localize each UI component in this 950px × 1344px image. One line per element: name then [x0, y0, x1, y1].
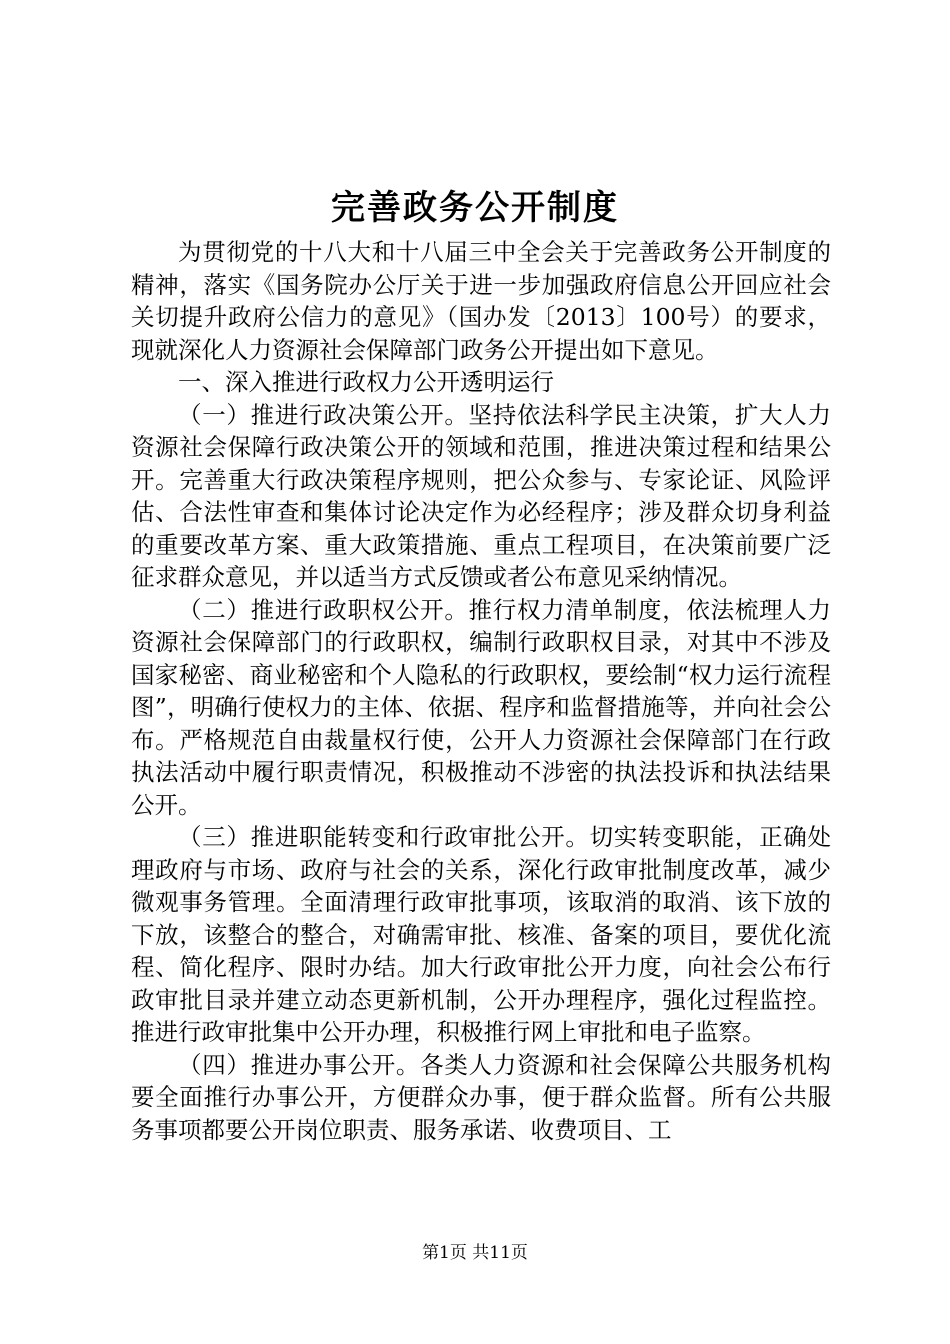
paragraph-item-2: （二）推进行政职权公开。推行权力清单制度，依法梳理人力资源社会保障部门的行政职权，编制行政职权目录，对其中不涉及国家秘密、商业秘密和个人隐私的行政职权，要绘制“权力运行流程图”，明确行使权力的主体、依据、程序和监督措施等，并向社会公布。严格规范自由裁量权行使，公开人力资源社会保障部门在行政执法活动中履行职责情况，积极推动不涉密的执法投诉和执法结果公开。 — [131, 595, 831, 819]
page-footer: 第1页 共11页 — [422, 1243, 528, 1263]
paragraph-item-3: （三）推进职能转变和行政审批公开。切实转变职能，正确处理政府与市场、政府与社会的关系，深化行政审批制度改革，减少微观事务管理。全面清理行政审批事项，该取消的取消、该下放的下放，该整合的整合，对确需审批、核准、备案的项目，要优化流程、简化程序、限时办结。加大行政审批公开力度，向社会公布行政审批目录并建立动态更新机制，公开办理程序，强化过程监控。推进行政审批集中公开办理，积极推行网上审批和电子监察。 — [131, 823, 831, 1046]
document-title: 完善政务公开制度 — [331, 188, 619, 228]
paragraph-item-1: （一）推进行政决策公开。坚持依法科学民主决策，扩大人力资源社会保障行政决策公开的领域和范围，推进决策过程和结果公开。完善重大行政决策程序规则，把公众参与、专家论证、风险评估、合法性审查和集体讨论决定作为必经程序；涉及群众切身利益的重要改革方案、重大政策措施、重点工程项目，在决策前要广泛征求群众意见，并以适当方式反馈或者公布意见采纳情况。 — [131, 400, 831, 591]
document-body — [131, 236, 831, 1146]
paragraph-item-4: （四）推进办事公开。各类人力资源和社会保障公共服务机构要全面推行办事公开，方便群众办事，便于群众监督。所有公共服务事项都要公开岗位职责、服务承诺、收费项目、工 — [131, 1050, 831, 1144]
paragraph-intro: 为贯彻党的十八大和十八届三中全会关于完善政务公开制度的精神，落实《国务院办公厅关于进一步加强政府信息公开回应社会关切提升政府公信力的意见》（国办发〔2013〕100号）的要求，现就深化人力资源社会保障部门政务公开提出如下意见。 — [131, 238, 831, 364]
section-heading-1: 一、深入推进行政权力公开透明运行 — [178, 368, 554, 396]
